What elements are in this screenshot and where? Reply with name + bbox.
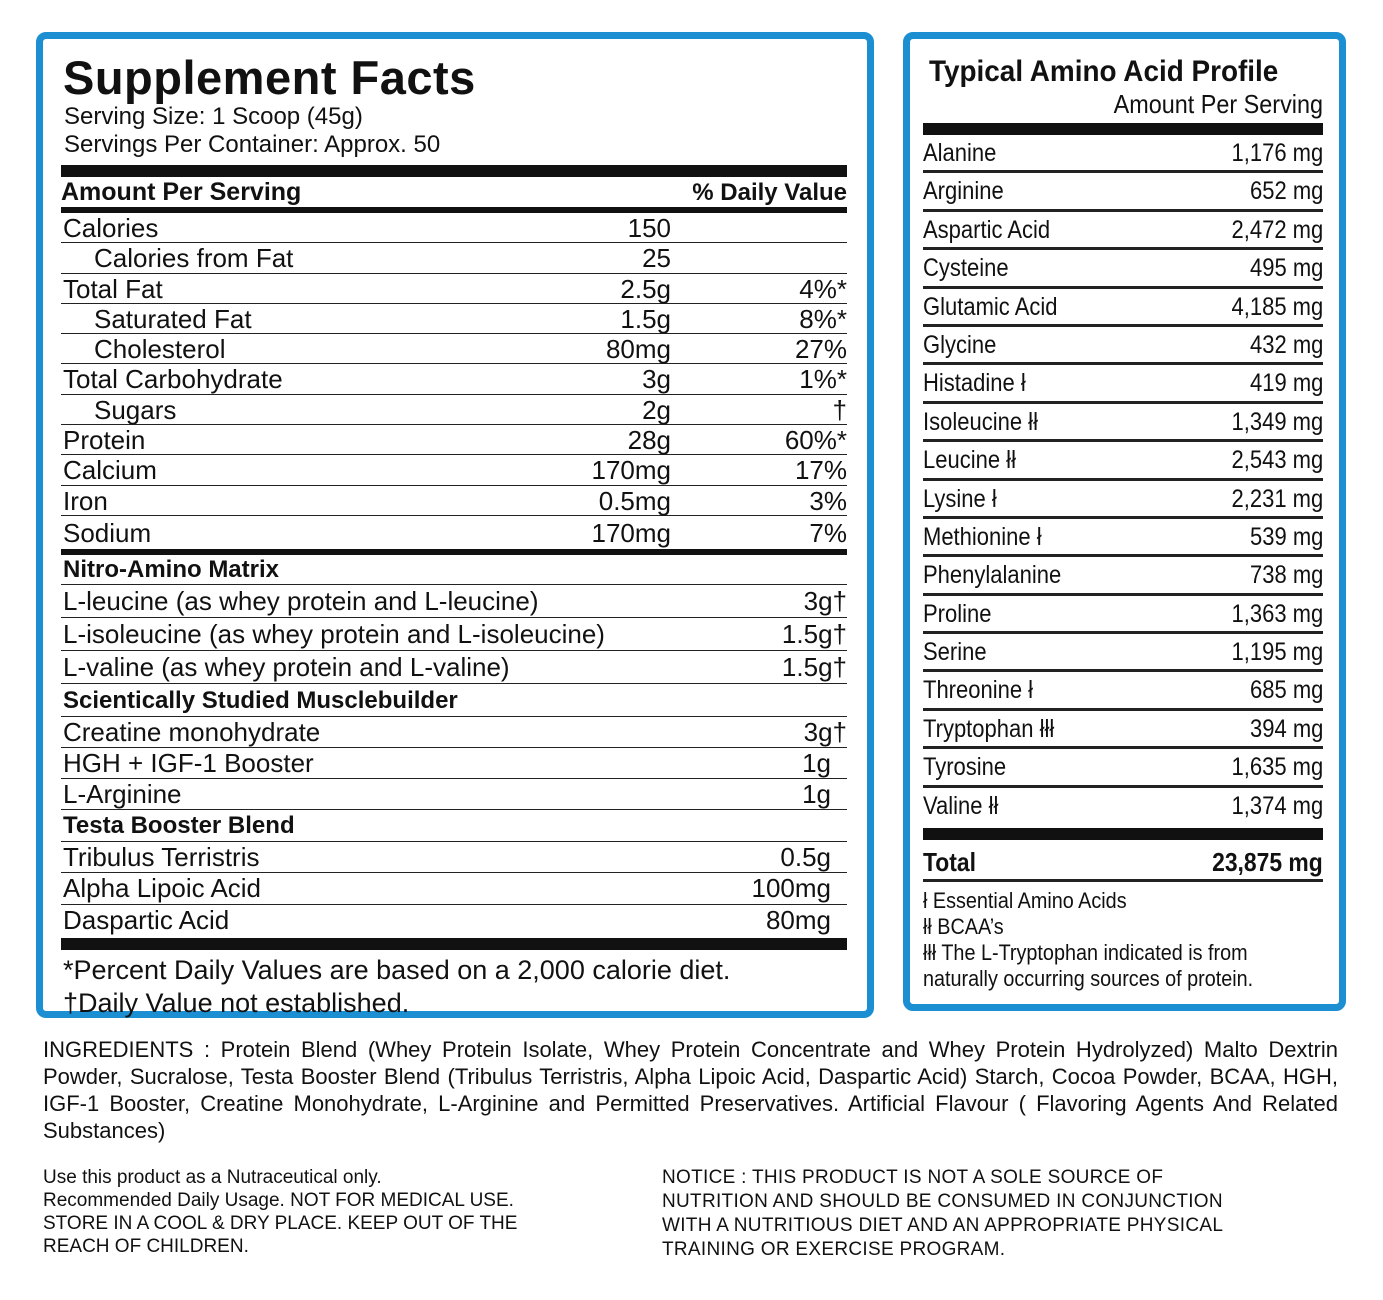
nutrient-label: Calcium [63,455,157,486]
amino-name: Serine [923,638,987,667]
amino-name: Methionine ł [923,522,1042,551]
amino-notes [923,888,1319,992]
nutrient-row [61,243,847,273]
amino-name: Isoleucine łł [923,407,1038,436]
nutrient-dv: 7% [809,517,847,548]
amino-row [923,519,1323,557]
amino-value: 495 mg [1249,254,1323,283]
nutrient-label: Iron [63,485,108,516]
amino-name: Phenylalanine [923,561,1062,590]
amino-row [923,404,1323,442]
amino-row [923,481,1323,519]
ingredient-value: 0.5g [780,841,831,872]
nutrient-amount: 2g [642,394,671,425]
amino-row [923,289,1323,327]
ingredient-value: 3g† [803,585,847,616]
ingredient-value: 100mg [751,873,831,904]
amino-row [923,788,1323,826]
amino-name: Tryptophan łłł [923,714,1055,743]
supplement-facts-panel [36,32,874,1018]
daily-value-label: % Daily Value [692,179,847,206]
divider-thick [61,938,847,950]
amino-row [923,442,1323,480]
nutrient-amount: 1.5g [620,303,671,334]
nutrient-label: Calories [63,213,159,243]
muscle-row [61,779,847,810]
amino-name: Arginine [923,177,1004,206]
amino-row [923,135,1323,173]
amino-value: 685 mg [1249,676,1323,705]
nutrient-amount: 80mg [605,334,671,365]
nutrient-dv: 4%* [799,273,847,304]
amino-name: Glycine [923,330,997,359]
amino-name: Glutamic Acid [923,292,1058,321]
nutrient-row [61,425,847,455]
ingredient-label: L-leucine (as whey protein and L-leucine) [63,585,539,616]
amino-value: 2,543 mg [1231,446,1323,475]
nutrient-label: Sodium [63,517,152,548]
divider-thick [61,165,847,177]
nutrient-dv: 17% [794,455,847,486]
nutrient-dv: 27% [794,334,847,365]
amino-value: 539 mg [1249,522,1323,551]
testa-row [61,842,847,874]
amino-value: 652 mg [1249,177,1323,206]
notice-line: NOTICE : THIS PRODUCT IS NOT A SOLE SOURCE OF [662,1167,1164,1188]
nutrient-amount: 170mg [591,517,671,548]
nutrient-row [61,334,847,364]
amino-row [923,596,1323,634]
nitro-amino-title: Nitro-Amino Matrix [61,555,847,585]
note-bcaa: łł BCAA’s [923,914,1004,940]
amino-value: 738 mg [1249,561,1323,590]
ingredient-label: Creatine monohydrate [63,716,321,747]
ingredient-value: 1.5g† [781,651,847,682]
amino-value: 432 mg [1249,330,1323,359]
amino-row [923,711,1323,749]
nutrient-amount: 0.5mg [598,485,671,516]
nutrient-amount: 150 [627,213,671,243]
amino-name: Leucine łł [923,446,1016,475]
note-tryptophan: łłł The L-Tryptophan indicated is from [923,940,1248,966]
usage-line: STORE IN A COOL & DRY PLACE. KEEP OUT OF THE [43,1213,518,1234]
amino-name: Histadine ł [923,369,1026,398]
amino-name: Cysteine [923,254,1009,283]
nutrient-row [61,274,847,304]
musclebuilder-title: Scientically Studied Musclebuilder [61,684,847,717]
nutrient-row [61,516,847,549]
amino-name: Alanine [923,139,997,167]
ingredient-value: 3g† [803,716,847,747]
ingredient-label: L-valine (as whey protein and L-valine) [63,651,510,682]
amino-value: 1,635 mg [1231,753,1323,782]
amino-profile-subtitle: Amount Per Serving [1113,89,1323,119]
amino-row [923,749,1323,787]
muscle-row [61,748,847,779]
nutrient-row [61,455,847,485]
usage-text [43,1166,643,1258]
amino-row [923,557,1323,595]
amino-value: 1,195 mg [1231,638,1323,667]
nutrient-label: Calories from Fat [94,243,294,274]
serving-size: Serving Size: 1 Scoop (45g) [64,103,363,130]
amino-row [923,212,1323,250]
ingredient-label: Alpha Lipoic Acid [63,873,262,904]
amino-name: Aspartic Acid [923,215,1051,244]
nutrient-label: Total Fat [63,273,163,304]
nutrient-dv: 60%* [784,425,847,456]
ingredient-label: Tribulus Terristris [63,841,260,872]
nutrient-amount: 3g [642,364,671,395]
usage-line: Recommended Daily Usage. NOT FOR MEDICAL USE. [43,1190,514,1211]
usage-line: Use this product as a Nutraceutical only. [43,1167,382,1188]
ingredient-value: 1.5g† [781,618,847,649]
ingredient-label: Daspartic Acid [63,904,230,935]
nutrient-row [61,213,847,243]
notice-text [662,1166,1352,1262]
footnote-daily-values: *Percent Daily Values are based on a 2,000 calorie diet. [63,955,731,986]
notice-line: WITH A NUTRITIOUS DIET AND AN APPROPRIATE PHYSICAL [662,1215,1224,1236]
amino-total-label: Total [923,847,976,878]
amino-row [923,365,1323,403]
amino-value: 4,185 mg [1231,292,1323,321]
amino-value: 1,349 mg [1231,407,1323,436]
notice-line: NUTRITION AND SHOULD BE CONSUMED IN CONJUNCTION [662,1191,1223,1212]
nitro-row [61,651,847,684]
testa-row [61,905,847,937]
supplement-facts-title: Supplement Facts [63,51,476,104]
nutrient-dv: 8%* [799,303,847,334]
nutrient-dv: † [832,394,847,425]
amino-value: 1,374 mg [1231,791,1323,820]
nutrient-row [61,304,847,334]
nutrient-label: Sugars [94,394,177,425]
amino-total-row [923,840,1323,882]
amino-row [923,634,1323,672]
amino-profile-title: Typical Amino Acid Profile [929,55,1279,88]
testa-row [61,873,847,905]
nutrient-row [61,486,847,516]
ingredient-value: 1g [802,778,831,809]
amino-total-value: 23,875 mg [1212,847,1323,878]
nutrient-label: Cholesterol [94,334,226,365]
nutrient-label: Protein [63,425,146,456]
divider-thick [923,123,1323,135]
ingredient-label: L-isoleucine (as whey protein and L-isoleucine) [63,618,605,649]
amino-row [923,250,1323,288]
amino-value: 1,363 mg [1231,599,1323,628]
nutrient-amount: 25 [642,243,671,274]
amino-name: Lysine ł [923,484,997,513]
amino-row [923,672,1323,710]
nutrient-amount: 170mg [591,455,671,486]
usage-line: REACH OF CHILDREN. [43,1236,249,1257]
ingredient-label: HGH + IGF-1 Booster [63,747,314,778]
amino-acid-profile-panel [903,32,1346,1011]
nutrient-label: Total Carbohydrate [63,364,283,395]
amino-value: 2,231 mg [1231,484,1323,513]
amino-value: 394 mg [1249,714,1323,743]
nutrient-row [61,395,847,425]
ingredient-value: 1g [802,747,831,778]
amino-value: 1,176 mg [1231,139,1323,167]
note-essential: ł Essential Amino Acids [923,888,1127,914]
nutrient-row [61,364,847,394]
muscle-row [61,717,847,748]
nutrient-amount: 28g [627,425,671,456]
amino-name: Tyrosine [923,753,1007,782]
nutrient-dv: 1%* [799,364,847,395]
nutrient-amount: 2.5g [620,273,671,304]
amount-header [61,177,847,213]
note-tryptophan-cont: naturally occurring sources of protein. [923,966,1254,992]
nutrient-label: Saturated Fat [94,303,252,334]
ingredients-text: INGREDIENTS : Protein Blend (Whey Protein Isolate, Whey Protein Concentrate and Whey Protein Hydrolyzed) Malto Dextrin Powder, Sucralose, Testa Booster Blend (Tribulus Terristris, Alpha Lipoic Acid, Daspartic Acid) Starch, Cocoa Powder, BCAA, HGH, IGF-1 Booster, Creatine Monohydrate, L-Arginine and Permitted Preservatives. Artificial Flavour ( Flavoring Agents And Related Substances) [43,1037,1338,1143]
amino-name: Threonine ł [923,676,1034,705]
footnote-not-established: †Daily Value not established. [63,988,410,1019]
ingredient-label: L-Arginine [63,778,182,809]
amino-name: Valine łł [923,791,999,820]
amino-row [923,173,1323,211]
notice-line: TRAINING OR EXERCISE PROGRAM. [662,1239,1006,1260]
divider-thick [923,828,1323,840]
amino-value: 419 mg [1249,369,1323,398]
nitro-row [61,618,847,651]
amino-name: Proline [923,599,992,628]
ingredient-value: 80mg [765,904,831,935]
nitro-row [61,585,847,618]
servings-per-container: Servings Per Container: Approx. 50 [64,131,441,158]
nutrient-dv: 3% [809,485,847,516]
testa-booster-title: Testa Booster Blend [61,810,847,842]
amount-per-serving-label: Amount Per Serving [61,178,302,206]
amino-row [923,327,1323,365]
amino-value: 2,472 mg [1231,215,1323,244]
